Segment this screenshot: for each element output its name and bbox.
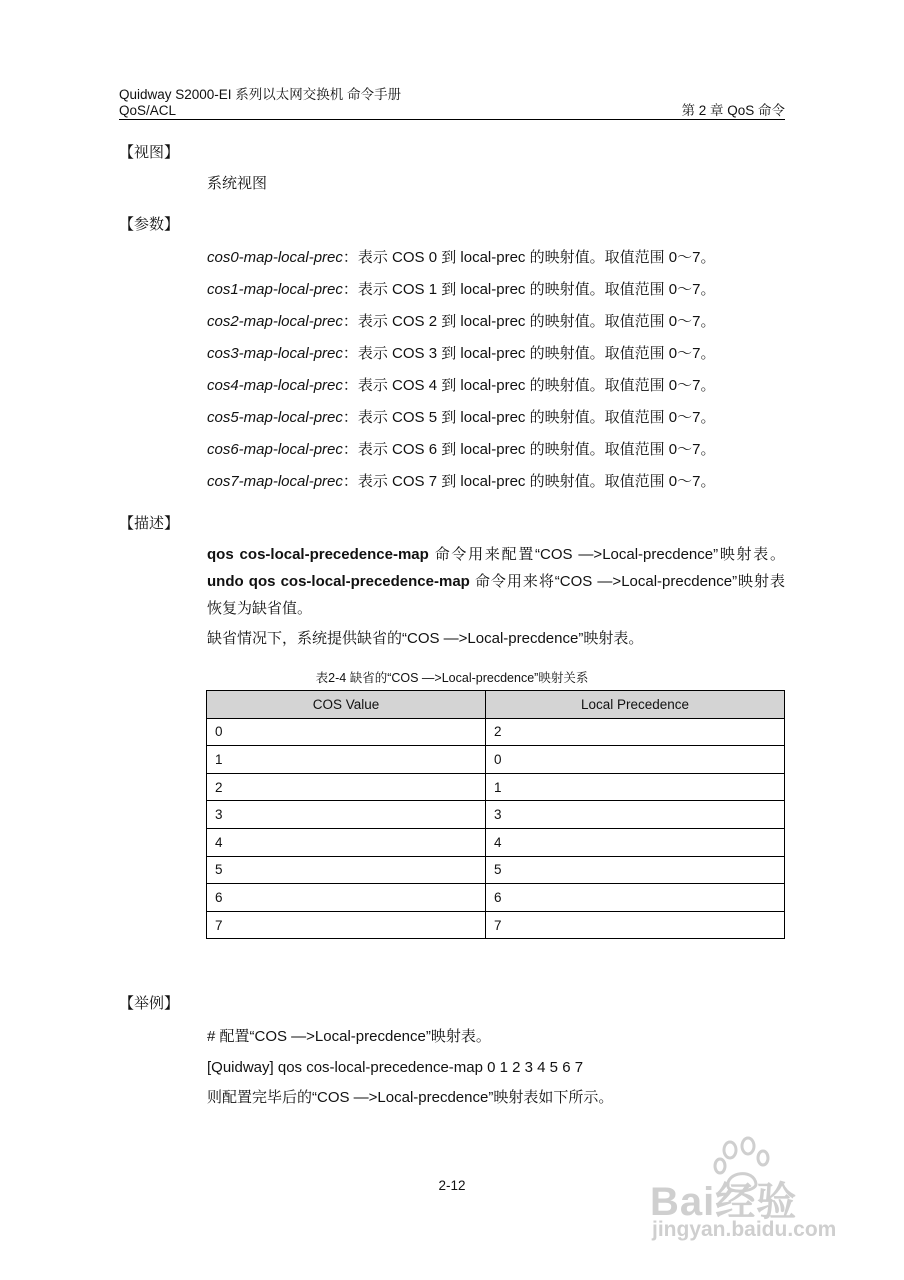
table-row: 7 7 (207, 911, 785, 939)
view-heading: 【视图】 (119, 144, 180, 161)
table-row: 0 2 (207, 718, 785, 746)
param-desc: ：表示 COS 3 到 local-prec 的映射值。取值范围 0～7。 (342, 345, 716, 362)
param-desc: ：表示 COS 1 到 local-prec 的映射值。取值范围 0～7。 (342, 281, 716, 298)
undo-command-name: undo qos cos-local-precedence-map (207, 573, 470, 590)
param-desc: ：表示 COS 6 到 local-prec 的映射值。取值范围 0～7。 (342, 441, 716, 458)
watermark-brand: Bai经验 (650, 1180, 798, 1224)
param-name: cos6-map-local-prec (207, 441, 343, 458)
param-name: cos4-map-local-prec (207, 377, 343, 394)
chapter-title: 第 2 章 QoS 命令 (681, 103, 785, 118)
example-line-command: [Quidway] qos cos-local-precedence-map 0 1 2 3 4 5 6 7 (207, 1059, 584, 1076)
cos-mapping-table (206, 690, 785, 939)
example-line-result: 则配置完毕后的“COS —>Local-precdence”映射表如下所示。 (207, 1089, 614, 1106)
param-item (207, 376, 715, 396)
book-title: Quidway S2000-EI 系列以太网交换机 命令手册 (119, 87, 402, 102)
param-item (207, 344, 715, 364)
column-header: Local Precedence (486, 691, 785, 719)
param-item (207, 280, 715, 300)
param-desc: ：表示 COS 4 到 local-prec 的映射值。取值范围 0～7。 (342, 377, 716, 394)
param-name: cos1-map-local-prec (207, 281, 343, 298)
page-number: 2-12 (438, 1178, 466, 1193)
param-item (207, 472, 715, 492)
param-desc: ：表示 COS 5 到 local-prec 的映射值。取值范围 0～7。 (342, 409, 716, 426)
table-row: 1 0 (207, 746, 785, 774)
table-row: 5 5 (207, 856, 785, 884)
watermark-url: jingyan.baidu.com (652, 1218, 837, 1241)
table-row: 4 4 (207, 828, 785, 856)
param-item (207, 408, 715, 428)
param-desc: ：表示 COS 7 到 local-prec 的映射值。取值范围 0～7。 (342, 473, 716, 490)
param-item (207, 248, 715, 268)
description-heading: 【描述】 (119, 515, 180, 532)
description-paragraph: qos cos-local-precedence-map 命令用来配置“COS —>Local-precdence”映射表。undo qos cos-local-precedence-map 命令用来将“COS —>Local-precdence”映射表恢复为缺省值。 (207, 546, 785, 617)
table-header-row (207, 691, 785, 719)
header-rule (119, 119, 785, 120)
param-name: cos7-map-local-prec (207, 473, 343, 490)
param-name: cos0-map-local-prec (207, 249, 343, 266)
param-name: cos5-map-local-prec (207, 409, 343, 426)
table-row: 2 1 (207, 773, 785, 801)
command-name: qos cos-local-precedence-map (207, 546, 429, 563)
table-row: 3 3 (207, 801, 785, 829)
params-heading: 【参数】 (119, 216, 180, 233)
table-caption: 表2-4 缺省的“COS —>Local-precdence”映射关系 (315, 671, 589, 685)
column-header: COS Value (207, 691, 486, 719)
section-name: QoS/ACL (119, 103, 177, 118)
param-name: cos3-map-local-prec (207, 345, 343, 362)
param-desc: ：表示 COS 0 到 local-prec 的映射值。取值范围 0～7。 (342, 249, 716, 266)
param-desc: ：表示 COS 2 到 local-prec 的映射值。取值范围 0～7。 (342, 313, 716, 330)
param-name: cos2-map-local-prec (207, 313, 343, 330)
param-item (207, 312, 715, 332)
example-heading: 【举例】 (119, 995, 180, 1012)
param-item (207, 440, 715, 460)
view-text: 系统视图 (207, 175, 268, 192)
table-row: 6 6 (207, 884, 785, 912)
example-line-comment: # 配置“COS —>Local-precdence”映射表。 (207, 1028, 491, 1045)
default-note: 缺省情况下，系统提供缺省的“COS —>Local-precdence”映射表。 (207, 630, 644, 647)
